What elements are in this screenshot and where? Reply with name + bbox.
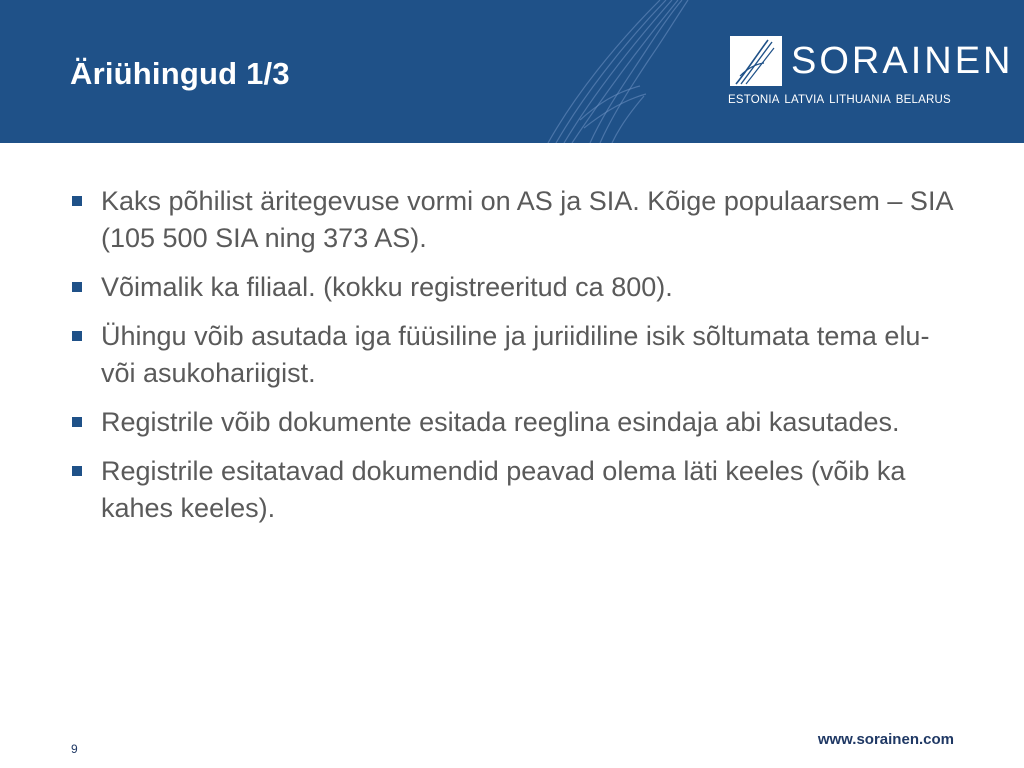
bullet-text: Võimalik ka filiaal. (kokku registreeritud ca 800). [101, 272, 673, 302]
slide-title: Äriühingud 1/3 [70, 56, 290, 91]
bullet-text: Registrile esitatavad dokumendid peavad olema läti keeles (võib ka kahes keeles). [101, 456, 906, 523]
bullet-item [72, 453, 952, 527]
bullet-item [72, 318, 952, 392]
slide-header [0, 0, 1024, 143]
bullet-text: Ühingu võib asutada iga füüsiline ja juriidiline isik sõltumata tema elu- või asukohariigist. [101, 321, 930, 388]
square-bullet-icon [72, 466, 82, 476]
bullet-item [72, 404, 952, 441]
bullet-text: Registrile võib dokumente esitada reeglina esindaja abi kasutades. [101, 407, 900, 437]
bullet-list [72, 183, 952, 539]
decorative-swirl-graphic [520, 0, 720, 143]
page-number: 9 [71, 742, 78, 756]
square-bullet-icon [72, 282, 82, 292]
sorainen-logo-mark-icon [730, 36, 782, 86]
square-bullet-icon [72, 331, 82, 341]
brand-name: SORAINEN [791, 40, 1014, 82]
bullet-item [72, 269, 952, 306]
square-bullet-icon [72, 417, 82, 427]
brand-countries: ESTONIA LATVIA LITHUANIA BELARUS [728, 94, 951, 106]
square-bullet-icon [72, 196, 82, 206]
bullet-item [72, 183, 952, 257]
sorainen-logo [728, 36, 1014, 116]
bullet-text: Kaks põhilist äritegevuse vormi on AS ja SIA. Kõige populaarsem – SIA (105 500 SIA ning 373 AS). [101, 186, 952, 253]
footer-website-link[interactable]: www.sorainen.com [817, 731, 954, 748]
